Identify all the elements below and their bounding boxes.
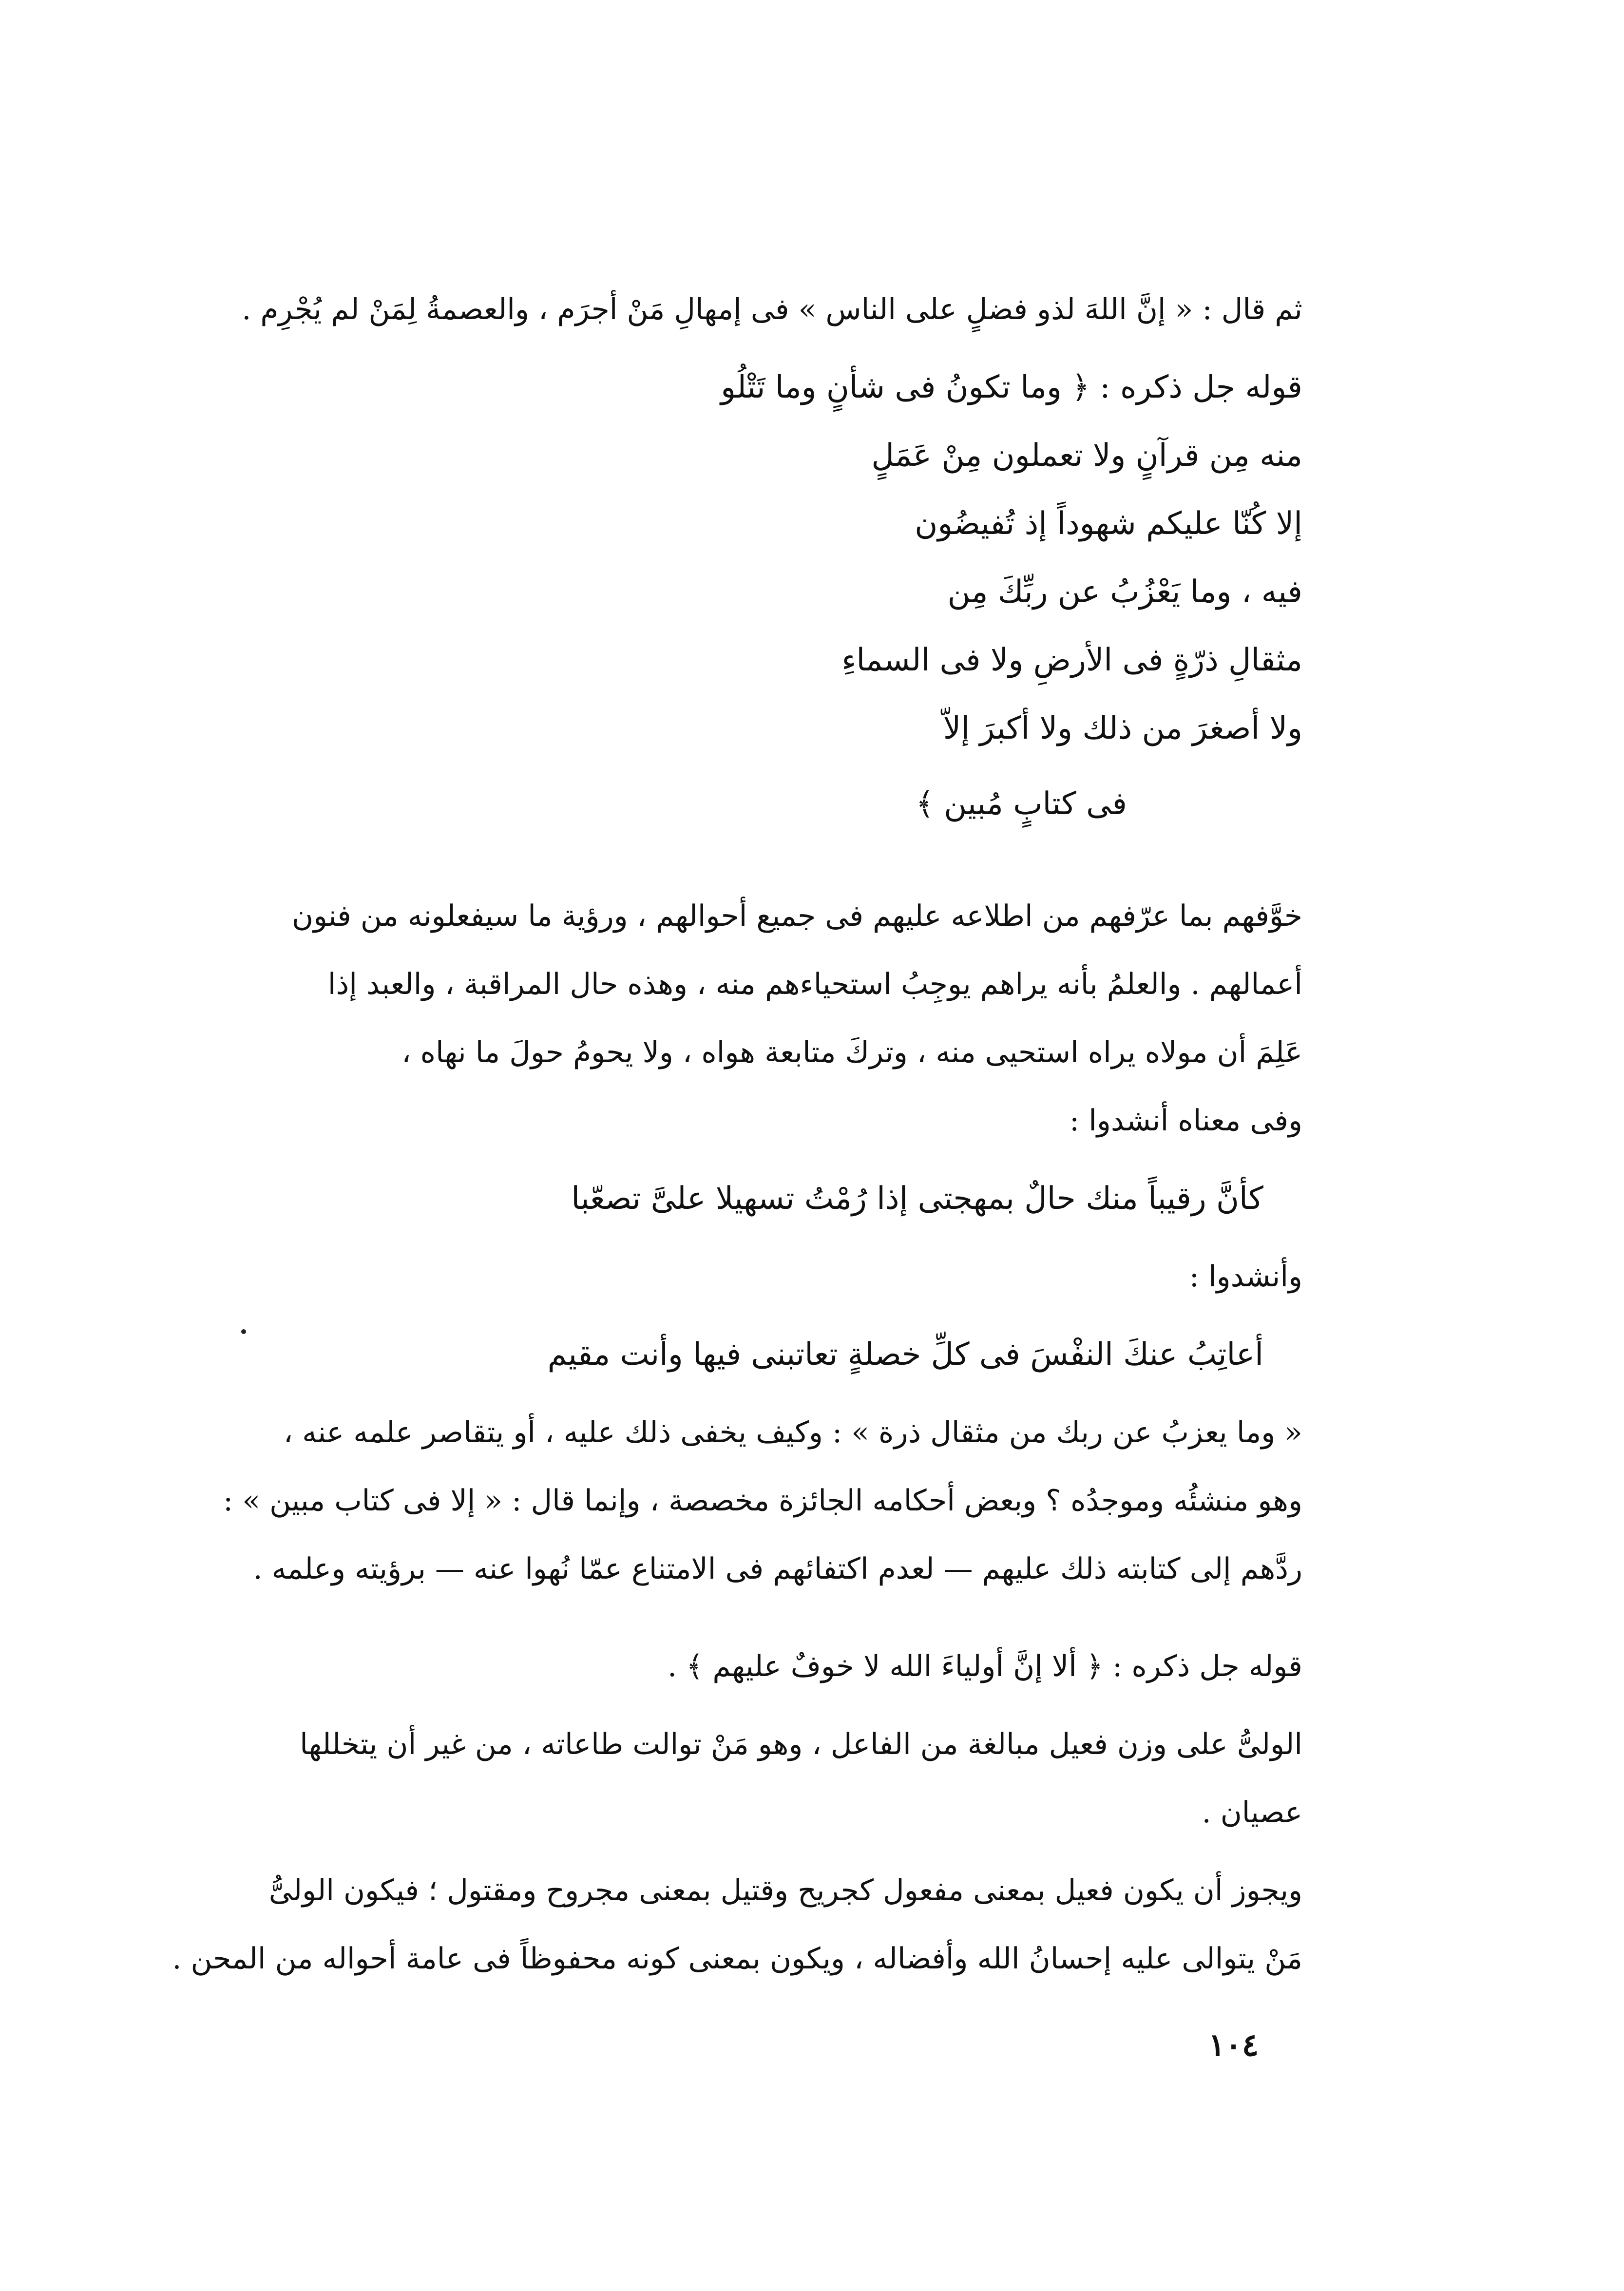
text-line: « وما يعزبُ عن ربك من مثقال ذرة » : وكيف يخفى ذلك عليه ، أو يتقاصر علمه عنه ، bbox=[283, 1415, 1302, 1450]
text-line: ويجوز أن يكون فعيل بمعنى مفعول كجريح وقتيل بمعنى مجروح ومقتول ؛ فيكون الولىُّ bbox=[268, 1873, 1302, 1908]
quran-verse-line: إلا كُنّا عليكم شهوداً إذ تُفيضُون bbox=[915, 506, 1302, 542]
ink-speck bbox=[241, 1329, 246, 1334]
quran-verse-line: فيه ، وما يَعْزُبُ عن ربِّكَ مِن bbox=[947, 574, 1302, 610]
poetry-verse: كأنَّ رقيباً منك حالٌ بمهجتى إذا رُمْتُ تسهيلا علىَّ تصعّبا bbox=[571, 1181, 1263, 1217]
text-line: قوله جل ذكره : ﴿ ألا إنَّ أولياءَ الله لا خوفٌ عليهم ﴾ . bbox=[667, 1649, 1302, 1683]
text-line: وفى معناه أنشدوا : bbox=[1069, 1104, 1302, 1138]
text-line: أعمالهم . والعلمُ بأنه يراهم يوجِبُ استحياءهم منه ، وهذه حال المراقبة ، والعبد إذا bbox=[327, 967, 1302, 1001]
poetry-verse: أعاتِبُ عنكَ النفْسَ فى كلِّ خصلةٍ تعاتبنى فيها وأنت مقيم bbox=[547, 1336, 1263, 1373]
text-line: ردَّهم إلى كتابته ذلك عليهم — لعدم اكتفائهم فى الامتناع عمّا نُهوا عنه — برؤيته وعلمه . bbox=[253, 1552, 1302, 1586]
text-line: عَلِمَ أن مولاه يراه استحيى منه ، وتركَ متابعة هواه ، ولا يحومُ حولَ ما نهاه ، bbox=[401, 1035, 1302, 1069]
text-line: وهو منشئُه وموجدُه ؟ وبعض أحكامه الجائزة مخصصة ، وإنما قال : « إلا فى كتاب مبين » : bbox=[223, 1484, 1302, 1518]
text-line: خوَّفهم بما عرّفهم من اطلاعه عليهم فى جميع أحوالهم ، ورؤية ما سيفعلونه من فنون bbox=[291, 899, 1302, 933]
quran-verse-line: مثقالِ ذرّةٍ فى الأرضِ ولا فى السماءِ bbox=[841, 642, 1302, 678]
text-line: ثم قال : « إنَّ اللهَ لذو فضلٍ على الناس » فى إمهالِ مَنْ أجرَم ، والعصمةُ لِمَنْ لم يُجْرِم . bbox=[242, 292, 1302, 326]
text-line: عصيان . bbox=[1202, 1795, 1302, 1830]
quran-verse-line: فى كتابٍ مُبين ﴾ bbox=[916, 786, 1127, 822]
text-line: وأنشدوا : bbox=[1189, 1260, 1302, 1294]
text-line: مَنْ يتوالى عليه إحسانُ الله وأفضاله ، ويكون بمعنى كونه محفوظاً فى عامة أحواله من المحن . bbox=[172, 1942, 1302, 1976]
page-number: ١٠٤ bbox=[1208, 2027, 1259, 2063]
text-line: الولىُّ على وزن فعيل مبالغة من الفاعل ، وهو مَنْ توالت طاعاته ، من غير أن يتخللها bbox=[300, 1727, 1302, 1761]
quran-verse-line: منه مِن قرآنٍ ولا تعملون مِنْ عَمَلٍ bbox=[871, 438, 1302, 474]
quran-verse-line: قوله جل ذكره : ﴿ وما تكونُ فى شأنٍ وما تَتْلُو bbox=[721, 369, 1302, 405]
quran-verse-line: ولا أصغرَ من ذلك ولا أكبرَ إلاّ bbox=[943, 710, 1302, 746]
